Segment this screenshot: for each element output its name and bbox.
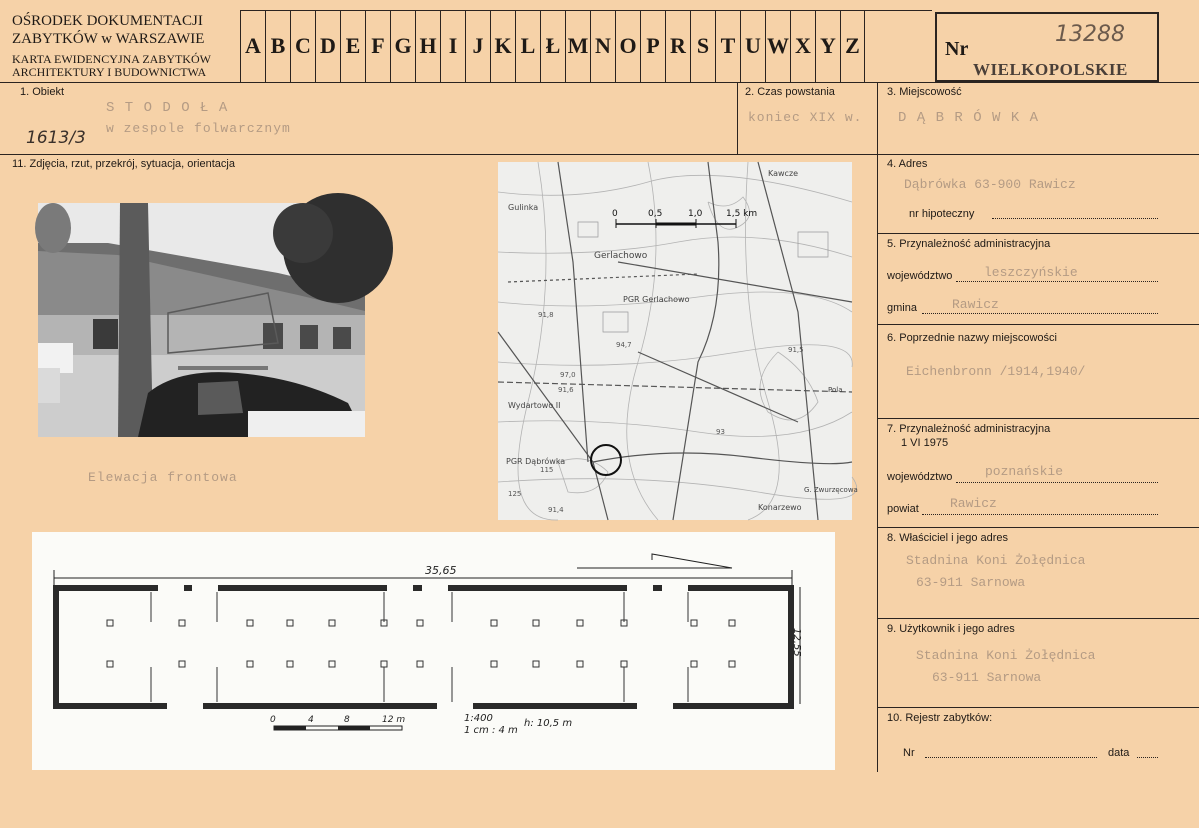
index-letter: R	[665, 10, 690, 82]
index-letter: K	[490, 10, 515, 82]
plan-pillar	[577, 620, 583, 626]
map-spot-height: 115	[540, 466, 554, 474]
adres-label: 4. Adres	[887, 158, 928, 170]
miejscowosc-value: D Ą B R Ó W K A	[898, 110, 1040, 126]
powiat-label: powiat	[887, 503, 919, 515]
index-letter: N	[590, 10, 615, 82]
plan-scale-bar	[270, 715, 405, 730]
plan-pillar	[179, 620, 185, 626]
index-letters	[240, 10, 865, 82]
index-letter: I	[440, 10, 465, 82]
index-letter: A	[240, 10, 265, 82]
uzytkownik-line1: Stadnina Koni Żołędnica	[916, 648, 1096, 663]
rejestr-label: 10. Rejestr zabytków:	[887, 712, 993, 724]
index-letter: X	[790, 10, 815, 82]
nr-value: 13288	[1055, 22, 1125, 47]
uzytkownik-line2: 63-911 Sarnowa	[932, 670, 1042, 685]
poprzednie-label: 6. Poprzednie nazwy miejscowości	[887, 332, 1057, 344]
map-spot-height: 125	[508, 490, 522, 498]
index-letter: E	[340, 10, 365, 82]
plan-pillar	[491, 661, 497, 667]
plan-pillar	[621, 661, 627, 667]
miejscowosc-label: 3. Miejscowość	[887, 86, 962, 98]
region-stamp: WIELKOPOLSKIE	[973, 60, 1128, 79]
index-letter: Ł	[540, 10, 565, 82]
wlasciciel-line2: 63-911 Sarnowa	[916, 575, 1026, 590]
plan-scale-tick: 12 m	[382, 715, 406, 725]
index-letter: L	[515, 10, 540, 82]
index-letter: W	[765, 10, 790, 82]
plan-scale-unit: 1 cm : 4 m	[464, 725, 518, 736]
poprzednie-value: Eichenbronn /1914,1940/	[906, 364, 1086, 379]
index-letter: B	[265, 10, 290, 82]
map-spot-height: 94,7	[616, 341, 632, 349]
institution-line2: ZABYTKÓW w WARSZAWIE	[12, 31, 205, 47]
rejestr-nr-label: Nr	[903, 747, 915, 759]
plan-width-label: 12,55	[791, 628, 802, 657]
obiekt-value-line2: w zespole folwarcznym	[106, 121, 291, 136]
plan-pillar	[381, 661, 387, 667]
przynaleznosc-1975-label: 7. Przynależność administracyjna	[887, 423, 1051, 435]
map-spot-height: 91,4	[548, 506, 564, 514]
index-letter: H	[415, 10, 440, 82]
index-letter: C	[290, 10, 315, 82]
obiekt-value: S T O D O Ł A	[106, 100, 229, 116]
plan-pillar	[247, 620, 253, 626]
map-place-name: G. Zwurzęcowa	[804, 486, 858, 494]
gmina-value: Rawicz	[952, 297, 999, 312]
przynaleznosc-label: 5. Przynależność administracyjna	[887, 238, 1051, 250]
adres-value: Dąbrówka 63-900 Rawicz	[904, 177, 1076, 192]
zdjecia-label: 11. Zdjęcia, rzut, przekrój, sytuacja, orientacja	[12, 158, 235, 170]
plan-pillar	[417, 661, 423, 667]
index-letter: D	[315, 10, 340, 82]
index-letter: P	[640, 10, 665, 82]
plan-height-note: h: 10,5 m	[524, 718, 573, 729]
index-letter: U	[740, 10, 765, 82]
nr-label: Nr	[945, 38, 969, 60]
plan-scale-tick: 8	[344, 715, 350, 725]
uzytkownik-label: 9. Użytkownik i jego adres	[887, 623, 1015, 635]
plan-pillar	[691, 661, 697, 667]
map-spot-height: 91,8	[538, 311, 554, 319]
obiekt-label: 1. Obiekt	[20, 86, 65, 98]
nr-box	[935, 12, 1159, 82]
barn-photo	[38, 203, 365, 437]
czas-value: koniec XIX w.	[748, 110, 863, 125]
index-letter: O	[615, 10, 640, 82]
map-scale-tick: 0	[612, 209, 618, 219]
map-spot-height: 91,5	[788, 346, 804, 354]
plan-length-label: 35,65	[425, 564, 457, 577]
map-place-name: PGR Gerlachowo	[623, 295, 690, 304]
map-place-name: Pola	[828, 386, 843, 394]
obiekt-handwritten-number: 1613/3	[26, 128, 86, 148]
plan-pillar	[107, 661, 113, 667]
map-place-name: Kawcze	[768, 169, 799, 178]
index-letter: Y	[815, 10, 840, 82]
photo-caption: Elewacja frontowa	[88, 470, 238, 485]
wojewodztwo-label: województwo	[887, 270, 953, 282]
plan-pillar	[577, 661, 583, 667]
plan-pillar	[247, 661, 253, 667]
floor-plan	[32, 532, 835, 770]
location-map	[498, 162, 858, 520]
plan-scale-tick: 4	[308, 715, 314, 725]
wojewodztwo-1975-label: województwo	[887, 471, 953, 483]
map-scale-tick: 1,0	[688, 209, 703, 219]
map-place-name: PGR Dąbrówka	[506, 457, 566, 466]
map-scale-tick: 1,5 km	[726, 209, 758, 219]
plan-pillar	[107, 620, 113, 626]
map-place-name: Konarzewo	[758, 503, 802, 512]
map-place-name: Gerlachowo	[594, 251, 648, 261]
card-type-line2: ARCHITEKTURY I BUDOWNICTWA	[12, 65, 207, 79]
plan-pillar	[287, 620, 293, 626]
map-spot-height: 97,0	[560, 371, 576, 379]
map-spot-height: 93	[716, 428, 725, 436]
powiat-value: Rawicz	[950, 496, 997, 511]
rejestr-data-label: data	[1108, 747, 1130, 759]
index-letter: T	[715, 10, 740, 82]
plan-scale-ratio: 1:400	[464, 713, 493, 724]
map-spot-height: 91,6	[558, 386, 574, 394]
przynaleznosc-1975-date: 1 VI 1975	[901, 437, 949, 449]
index-letter: G	[390, 10, 415, 82]
card-type-line1: KARTA EWIDENCYJNA ZABYTKÓW	[12, 52, 211, 66]
plan-pillar	[533, 620, 539, 626]
plan-pillar	[329, 620, 335, 626]
plan-pillar	[417, 620, 423, 626]
plan-pillar	[491, 620, 497, 626]
plan-pillar	[179, 661, 185, 667]
gmina-label: gmina	[887, 302, 917, 314]
institution-line1: OŚRODEK DOKUMENTACJI	[12, 13, 203, 29]
plan-pillar	[533, 661, 539, 667]
map-place-name: Gulinka	[508, 203, 539, 212]
map-scale-tick: 0,5	[648, 209, 663, 219]
plan-pillar	[287, 661, 293, 667]
plan-pillar	[729, 620, 735, 626]
plan-pillar	[329, 661, 335, 667]
wlasciciel-label: 8. Właściciel i jego adres	[887, 532, 1009, 544]
hipoteczny-label: nr hipoteczny	[909, 208, 975, 220]
plan-pillar	[691, 620, 697, 626]
map-scale-bar	[612, 209, 757, 228]
index-letter: S	[690, 10, 715, 82]
wojewodztwo-value: leszczyńskie	[984, 265, 1078, 280]
plan-pillar	[729, 661, 735, 667]
plan-scale-tick: 0	[270, 715, 276, 725]
index-letter: Z	[840, 10, 865, 82]
wojewodztwo-1975-value: poznańskie	[985, 464, 1064, 479]
wlasciciel-line1: Stadnina Koni Żołędnica	[906, 553, 1086, 568]
index-letter: J	[465, 10, 490, 82]
index-letter: F	[365, 10, 390, 82]
map-place-name: Wydartowo II	[508, 401, 561, 410]
czas-label: 2. Czas powstania	[745, 86, 835, 98]
index-letter: M	[565, 10, 590, 82]
